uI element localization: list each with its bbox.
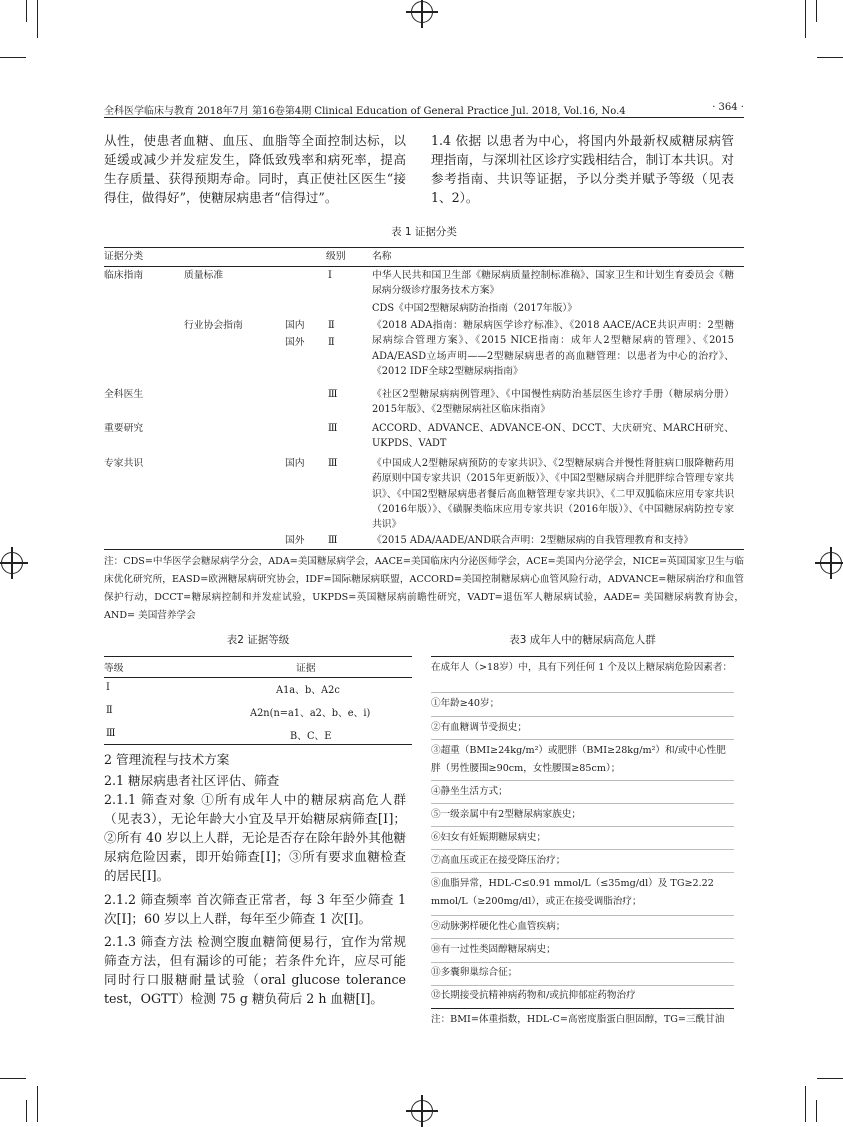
table1-header-category: 证据分类 xyxy=(104,251,144,262)
crop-mark xyxy=(0,57,26,58)
table3-item: ⑤一级亲属中有2型糖尿病家族史； xyxy=(431,809,582,820)
table3-item: ⑧血脂异常，HDL-C≤0.91 mmol/L（≤35mg/dl）及 TG≥2.22 mmol/L（≥200mg/dl），或正在接受调脂治疗； xyxy=(431,878,714,907)
table1-level: Ⅰ xyxy=(328,270,332,281)
table3-item: ⑥妇女有妊娠期糖尿病史； xyxy=(431,832,547,843)
crop-mark xyxy=(816,0,817,22)
table1-level: Ⅲ xyxy=(328,458,338,469)
table-separator xyxy=(431,826,734,827)
registration-mark-icon xyxy=(1,552,23,574)
table1-category: 临床指南 xyxy=(104,270,144,281)
table-rule xyxy=(104,247,744,248)
table1-category: 全科医生 xyxy=(104,389,144,400)
table3-item: ⑫长期接受抗精神病药物和/或抗抑郁症药物治疗 xyxy=(431,990,636,1001)
header-rule xyxy=(104,117,744,118)
paragraph-text: 1.4 依据 以患者为中心，将国内外最新权威糖尿病管理指南，与深圳社区诊疗实践相结合，制订本共识。对参考指南、共识等证据，予以分类并赋予等级（见表1、2）。 xyxy=(431,133,734,205)
crop-mark xyxy=(26,0,27,22)
table-rule xyxy=(104,549,744,550)
table-separator xyxy=(431,938,734,939)
paragraph-text: 2.1.2 筛查频率 首次筛查正常者，每 3 年至少筛查 1 次[Ⅰ]；60 岁以上人群，每年至少筛查 1 次[Ⅰ]。 xyxy=(104,892,406,926)
table3-item: ⑨动脉粥样硬化性心血管疾病； xyxy=(431,921,566,932)
screening-method-paragraph xyxy=(104,932,406,1008)
table-separator xyxy=(431,872,734,873)
table-rule xyxy=(104,656,412,657)
crop-mark xyxy=(37,1086,38,1122)
crop-mark xyxy=(26,1100,27,1122)
table3-item: ③超重（BMI≥24kg/m²）或肥胖（BMI≥28kg/m²）和/或中心性肥胖（男性腰围≥90cm，女性腰围≥85cm）； xyxy=(431,745,726,774)
table1-header-name: 名称 xyxy=(372,251,392,262)
table3-intro: 在成年人（>18岁）中，具有下列任何 1 个及以上糖尿病危险因素者： xyxy=(431,662,733,673)
table-separator xyxy=(431,849,734,850)
section-heading: 2 管理流程与技术方案 xyxy=(104,752,230,767)
table3-item: ⑩有一过性类固醇糖尿病史； xyxy=(431,944,556,955)
table1-name: 《中国成人2型糖尿病预防的专家共识》、《2型糖尿病合并慢性肾脏病口服降糖药用药原则中国专家共识（2015年更新版）》、《中国2型糖尿病合并肥胖综合管理专家共识》、《中国2型糖尿病患者餐后高血糖管理专家共识》、《二甲双胍临床应用专家共识（2016年版）》、《磺脲类临床应用专家共识（2016年版）》、《中国糖尿病防控专家共识》 xyxy=(372,458,734,531)
crop-mark xyxy=(37,0,38,38)
table-rule xyxy=(104,677,412,678)
table1-name: 《2015 ADA/AADE/AND联合声明：2型糖尿病的自我管理教育和支持》 xyxy=(372,535,694,546)
table-separator xyxy=(431,915,734,916)
intro-left-paragraph xyxy=(104,131,406,207)
table1-level: Ⅲ xyxy=(328,423,338,434)
crop-mark xyxy=(816,1100,817,1122)
paragraph-text: 从性，使患者血糖、血压、血脂等全面控制达标，以延缓或减少并发症发生，降低致残率和病死率，提高生存质量、获得预期寿命。同时，真正使社区医生“接得住，做得好”，使糖尿病患者“信得过”。 xyxy=(104,133,406,205)
table1-level: Ⅲ xyxy=(328,535,338,546)
table2-grade: Ⅱ xyxy=(106,705,113,716)
table2-evidence: A1a、b、A2c xyxy=(276,685,340,696)
table1-level: Ⅱ xyxy=(328,337,335,348)
table-separator xyxy=(431,962,734,963)
subsection-heading: 2.1 糖尿病患者社区评估、筛查 xyxy=(104,773,280,788)
table-separator xyxy=(431,985,734,986)
table2-grade: Ⅲ xyxy=(106,728,116,739)
table2-header-evidence: 证据 xyxy=(296,663,316,674)
table1-note: 注：CDS=中华医学会糖尿病学分会，ADA=美国糖尿病学会，AACE=美国临床内分泌医师学会，ACE=美国内分泌学会，NICE=英国国家卫生与临床优化研究所，EASD=欧洲糖尿病研究协会，IDF=国际糖尿病联盟，ACCORD=美国控制糖尿病心血管风险行动，ADVANCE=糖尿病治疗和血管保护行动，DCCT=糖尿病控制和并发症试验，UKPDS=英国糖尿病前瞻性研究，VADT=退伍军人糖尿病试验，AADE= 美国糖尿病教育协会，AND= 美国营养学会 xyxy=(104,556,744,621)
table1-region: 国内 xyxy=(285,458,305,469)
table1-header-level: 级别 xyxy=(326,251,346,262)
table1-region: 国外 xyxy=(285,337,305,348)
table-rule xyxy=(431,1008,734,1009)
table1-region: 国内 xyxy=(285,320,305,331)
table2-grade: Ⅰ xyxy=(106,682,110,693)
registration-mark-icon xyxy=(820,552,842,574)
table1-name: CDS《中国2型糖尿病防治指南（2017年版）》 xyxy=(372,303,578,314)
crop-mark xyxy=(0,1078,26,1079)
table-separator xyxy=(431,739,734,740)
table1-name: 《社区2型糖尿病病例管理》、《中国慢性病防治基层医生诊疗手册（糖尿病分册）2015年版》、《2型糖尿病社区临床指南》 xyxy=(372,389,734,416)
table1-category: 专家共识 xyxy=(104,458,144,469)
table3-note: 注：BMI=体重指数，HDL-C=高密度脂蛋白胆固醇，TG=三酰甘油 xyxy=(431,1014,725,1025)
table3-item: ④静坐生活方式； xyxy=(431,786,508,797)
screening-subjects-paragraph xyxy=(104,790,406,885)
table-separator xyxy=(431,692,734,693)
registration-mark-icon xyxy=(411,1,433,23)
table2-evidence: B、C、E xyxy=(290,731,332,742)
table1-level: Ⅲ xyxy=(328,389,338,400)
intro-right-paragraph xyxy=(431,131,734,207)
table-rule xyxy=(431,656,734,657)
table-rule xyxy=(104,744,412,745)
table2-header-grade: 等级 xyxy=(104,663,124,674)
table2-evidence: A2n(n=a1、a2、b、e、i) xyxy=(250,708,371,719)
table1-name: 中华人民共和国卫生部《糖尿病质量控制标准稿》、国家卫生和计划生育委员会《糖尿病分级诊疗服务技术方案》 xyxy=(372,270,734,297)
page-number: · 364 · xyxy=(712,102,744,113)
table3-item: ①年龄≥40岁； xyxy=(431,698,500,709)
table-separator xyxy=(431,716,734,717)
table1-subcategory: 行业协会指南 xyxy=(184,320,243,331)
table-rule xyxy=(104,266,744,267)
table1-region: 国外 xyxy=(285,535,305,546)
table-separator xyxy=(431,780,734,781)
table-separator xyxy=(431,803,734,804)
table2-caption: 表2 证据等级 xyxy=(226,634,290,646)
table1-name: 《2018 ADA指南：糖尿病医学诊疗标准》、《2018 AACE/ACE共识声明：2型糖尿病综合管理方案》、《2015 NICE指南：成年人2型糖尿病的管理》、《2015 ADA/EASD立场声明——2型糖尿病患者的高血糖管理：以患者为中心的治疗》、《2012 IDF全球2型糖尿病指南》 xyxy=(372,320,734,377)
crop-mark xyxy=(805,0,806,38)
crop-mark xyxy=(805,1086,806,1122)
table3-item: ⑦高血压或正在接受降压治疗； xyxy=(431,855,566,866)
crop-mark xyxy=(817,57,843,58)
crop-mark xyxy=(817,1078,843,1079)
table1-name: ACCORD、ADVANCE、ADVANCE-ON、DCCT、大庆研究、MARCH研究、UKPDS、VADT xyxy=(372,423,734,450)
table1-subcategory: 质量标准 xyxy=(184,270,224,281)
table1-category: 重要研究 xyxy=(104,423,144,434)
table3-caption: 表3 成年人中的糖尿病高危人群 xyxy=(509,634,656,646)
journal-citation: 全科医学临床与教育 2018年7月 第16卷第4期 Clinical Education of General Practice Jul. 2018, Vol.16, No.4 xyxy=(104,106,626,117)
screening-frequency-paragraph xyxy=(104,890,406,928)
table1-caption: 表 1 证据分类 xyxy=(391,226,457,238)
table3-item: ②有血糖调节受损史； xyxy=(431,722,527,733)
paragraph-text: 2.1.1 筛查对象 ①所有成年人中的糖尿病高危人群（见表3），无论年龄大小宜及早开始糖尿病筛查[Ⅰ]；②所有 40 岁以上人群，无论是否存在除年龄外其他糖尿病危险因素，即开始筛查[Ⅰ]；③所有要求血糖检查的居民[Ⅰ]。 xyxy=(104,792,406,883)
paragraph-text: 2.1.3 筛查方法 检测空腹血糖简便易行，宜作为常规筛查方法，但有漏诊的可能；若条件允许，应尽可能同时行口服糖耐量试验（oral glucose tolerance test，OGTT）检测 75 g 糖负荷后 2 h 血糖[Ⅰ]。 xyxy=(104,934,406,1006)
table3-item: ⑪多囊卵巢综合征； xyxy=(431,967,518,978)
table1-level: Ⅱ xyxy=(328,320,335,331)
registration-mark-icon xyxy=(411,1100,433,1122)
